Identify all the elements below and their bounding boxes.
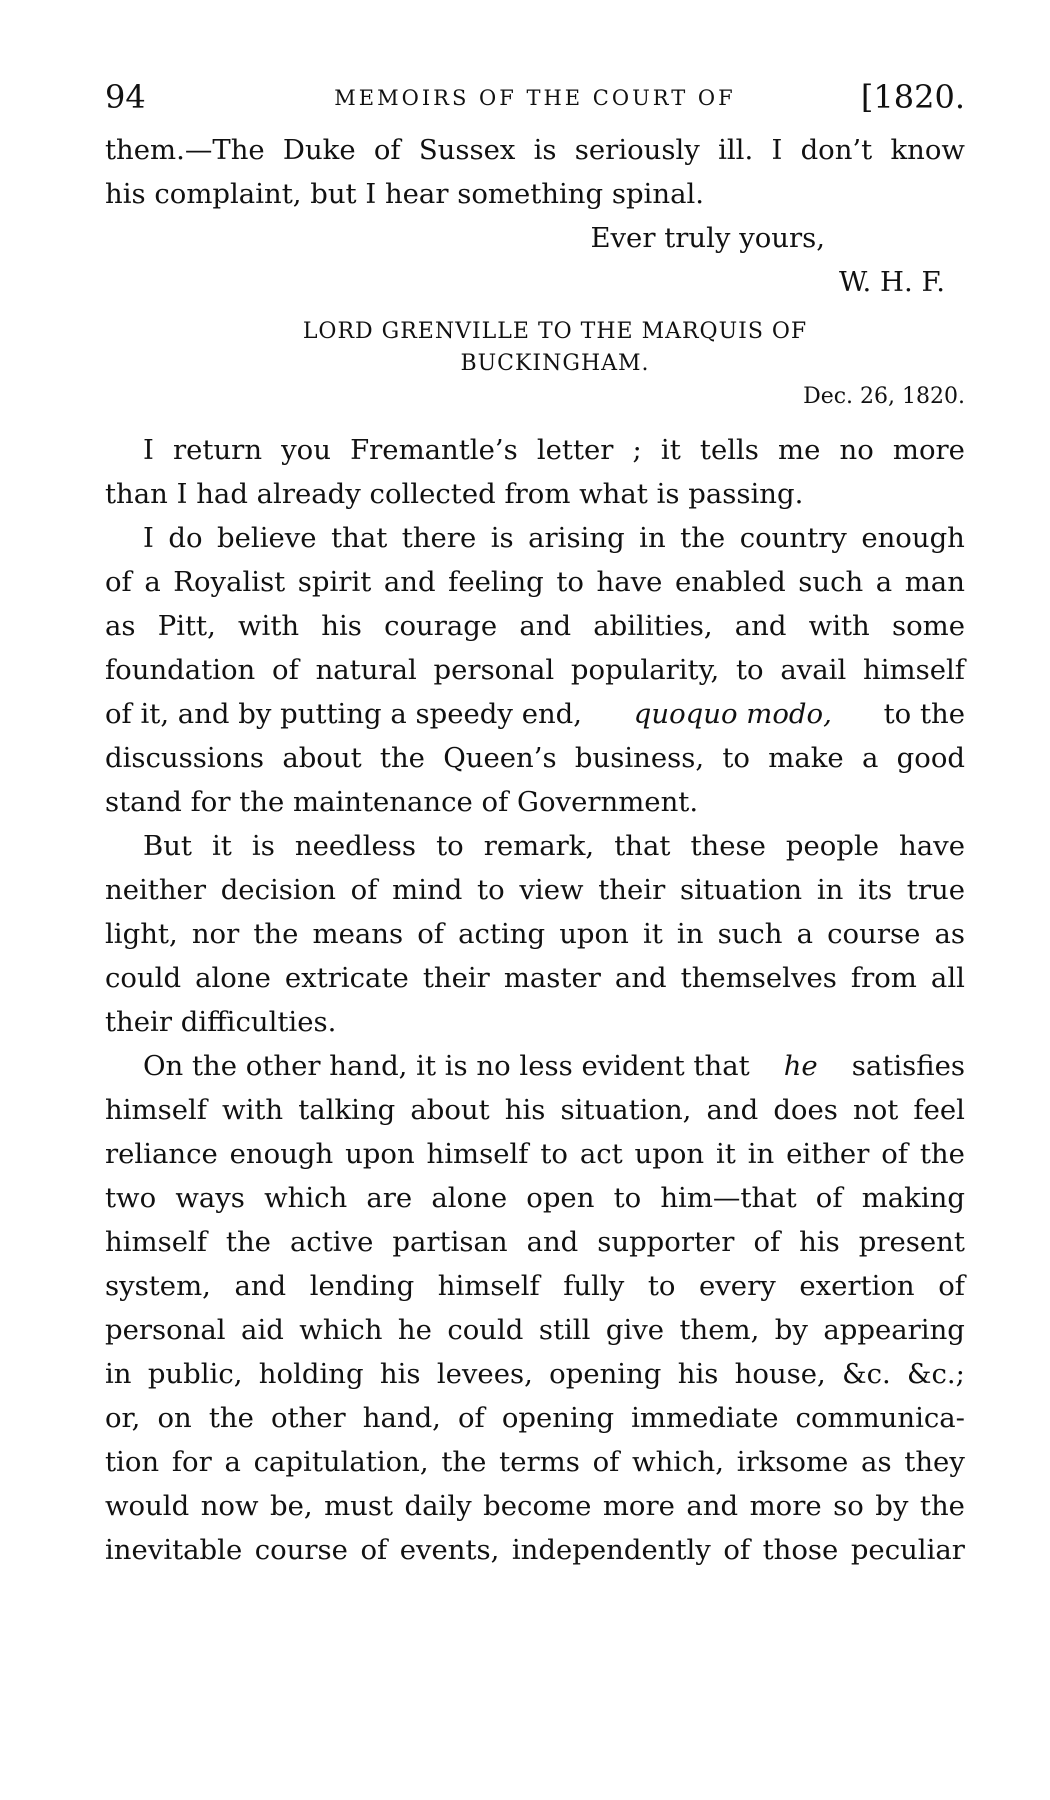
text-line: them.—The Duke of Sussex is seriously ill. I don’t know [105,134,965,166]
text-line: could alone extricate their master and themselves from all [105,962,965,994]
letter-heading [105,316,965,380]
italic-word: he [783,1050,818,1082]
text-line: But it is needless to remark, that these people have [143,830,965,862]
text-line [105,692,965,736]
running-year: [1820. [860,78,965,116]
text-line: or, on the other hand, of opening immediate communica- [105,1402,965,1434]
book-page [105,78,965,1572]
text-segment: to the [883,698,965,730]
text-segment: satisfies [851,1050,965,1082]
text-line: their difficulties. [105,1006,337,1038]
text-line: would now be, must daily become more and more so by the [105,1490,965,1522]
text-line: his complaint, but I hear something spinal. [105,178,704,210]
letter-heading-line: LORD GRENVILLE TO THE MARQUIS OF [302,319,808,344]
letter-heading-line: BUCKINGHAM. [460,351,650,376]
text-line: foundation of natural personal popularity, to avail himself [105,654,965,686]
italic-phrase: quoquo modo, [633,698,832,730]
text-line: I return you Fremantle’s letter ; it tells me no more [143,434,965,466]
page-number: 94 [105,78,146,116]
continuation-text [105,128,965,304]
text-line: discussions about the Queen’s business, to make a good [105,742,965,774]
text-line: than I had already collected from what is passing. [105,478,804,510]
text-line: two ways which are alone open to him—that of making [105,1182,965,1214]
text-line: system, and lending himself fully to every exertion of [105,1270,965,1302]
text-line: stand for the maintenance of Government. [105,786,699,818]
text-line: reliance enough upon himself to act upon it in either of the [105,1138,965,1170]
text-line: light, nor the means of acting upon it in such a course as [105,918,965,950]
paragraph [105,1044,965,1572]
text-line [105,1044,965,1088]
text-line: in public, holding his levees, opening his house, &c. &c.; [105,1358,965,1390]
paragraph [105,516,965,824]
running-title: MEMOIRS OF THE COURT OF [334,86,736,110]
paragraph [105,428,965,516]
running-head [105,78,965,128]
text-line: inevitable course of events, independently of those peculiar [105,1534,965,1566]
salutation: Ever truly yours, [590,222,825,254]
text-segment: of it, and by putting a speedy end, [105,698,583,730]
text-line: personal aid which he could still give them, by appearing [105,1314,965,1346]
signature: W. H. F. [839,266,945,298]
text-line: I do believe that there is arising in the country enough [143,522,965,554]
text-segment: On the other hand, it is no less evident that [143,1050,750,1082]
paragraph [105,824,965,1044]
text-line: neither decision of mind to view their situation in its true [105,874,965,906]
text-line: himself the active partisan and supporter of his present [105,1226,965,1258]
letter-date: Dec. 26, 1820. [803,384,965,409]
text-line: tion for a capitulation, the terms of which, irksome as they [105,1446,965,1478]
text-line: as Pitt, with his courage and abilities, and with some [105,610,965,642]
text-line: himself with talking about his situation, and does not feel [105,1094,965,1126]
text-line: of a Royalist spirit and feeling to have enabled such a man [105,566,965,598]
